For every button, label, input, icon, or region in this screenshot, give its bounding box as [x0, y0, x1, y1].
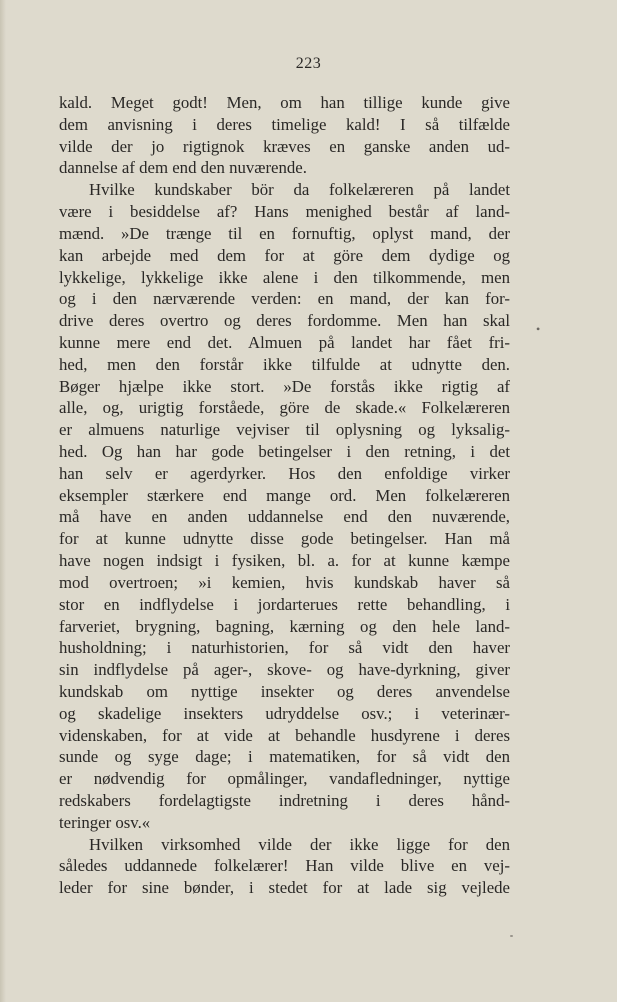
text-line: kald. Meget godt! Men, om han tillige kunde give: [59, 93, 510, 112]
text-line: Bøger hjælpe ikke stort. »De forstås ikke rigtig af: [59, 376, 510, 396]
body-text: [59, 92, 510, 899]
text-line: sin indflydelse på ager-, skove- og have-dyrkning, giver: [59, 660, 510, 680]
text-line: kan arbejde med dem for at göre dem dydige og: [59, 245, 510, 265]
ink-smudge: [510, 935, 513, 937]
text-line: lykkelige, lykkelige ikke alene i den tilkommende, men: [59, 267, 510, 287]
text-line: Hvilken virksomhed vilde der ikke ligge for den: [89, 834, 510, 854]
text-line: stor en indflydelse i jordarterues rette behandling, i: [59, 594, 510, 614]
text-line: Hvilke kundskaber bör da folkelæreren på landet: [89, 180, 510, 200]
text-line: husholdning; i naturhistorien, for så vidt den haver: [59, 638, 510, 658]
text-line: redskabers fordelagtigste indretning i deres hånd-: [59, 791, 510, 810]
text-line: hed. Og han har gode betingelser i den retning, i det: [59, 442, 510, 461]
text-line: vilde der jo rigtignok kræves en ganske anden ud-: [59, 136, 510, 156]
text-line: og skadelige insekters udryddelse osv.; i veterinær-: [59, 703, 510, 723]
text-line: farveriet, brygning, bagning, kærning og den hele land-: [59, 616, 510, 636]
text-line: teringer osv.«: [59, 812, 151, 832]
text-line: er almuens naturlige vejviser til oplysning og lyksalig-: [59, 420, 510, 440]
page-binding-edge: [0, 0, 6, 1002]
text-line: mod overtroen; »i kemien, hvis kundskab haver så: [59, 572, 510, 592]
text-line: kundskab om nyttige insekter og deres anvendelse: [59, 681, 510, 701]
text-line: være i besiddelse af? Hans menighed består af land-: [59, 202, 510, 222]
text-line: drive deres overtro og deres fordomme. Men han skal: [59, 311, 510, 331]
text-line: alle, og, urigtig forståede, göre de skade.« Folkelæreren: [59, 398, 510, 418]
text-line: således uddannede folkelærer! Han vilde blive en vej-: [59, 856, 510, 876]
text-line: for at kunne udnytte disse gode betingelser. Han må: [59, 529, 510, 549]
text-line: kunne mere end det. Almuen på landet har fået fri-: [59, 332, 510, 352]
text-line: og i den nærværende verden: en mand, der kan for-: [59, 289, 510, 309]
text-line: leder for sine bønder, i stedet for at lade sig vejlede: [59, 878, 510, 898]
text-line: mænd. »De trænge til en fornuftig, oplyst mand, der: [59, 223, 510, 243]
text-line: er nødvendig for opmålinger, vandafledninger, nyttige: [59, 769, 510, 789]
text-line: må have en anden uddannelse end den nuværende,: [59, 507, 510, 527]
text-line: han selv er agerdyrker. Hos den enfoldige virker: [59, 463, 510, 483]
text-line: hed, men den forstår ikke tilfulde at udnytte den.: [59, 354, 510, 374]
text-line: sunde og syge dage; i matematiken, for så vidt den: [59, 747, 510, 767]
text-line: videnskaben, for at vide at behandle husdyrene i deres: [59, 725, 510, 745]
text-line: dannelse af dem end den nuværende.: [59, 158, 307, 178]
page-number: 223: [295, 55, 322, 72]
text-line: eksempler stærkere end mange ord. Men folkelæreren: [59, 485, 510, 505]
text-line: dem anvisning i deres timelige kald! I så tilfælde: [59, 114, 510, 134]
margin-mark: •: [536, 322, 541, 336]
text-line: have nogen indsigt i fysiken, bl. a. for at kunne kæmpe: [59, 551, 510, 571]
